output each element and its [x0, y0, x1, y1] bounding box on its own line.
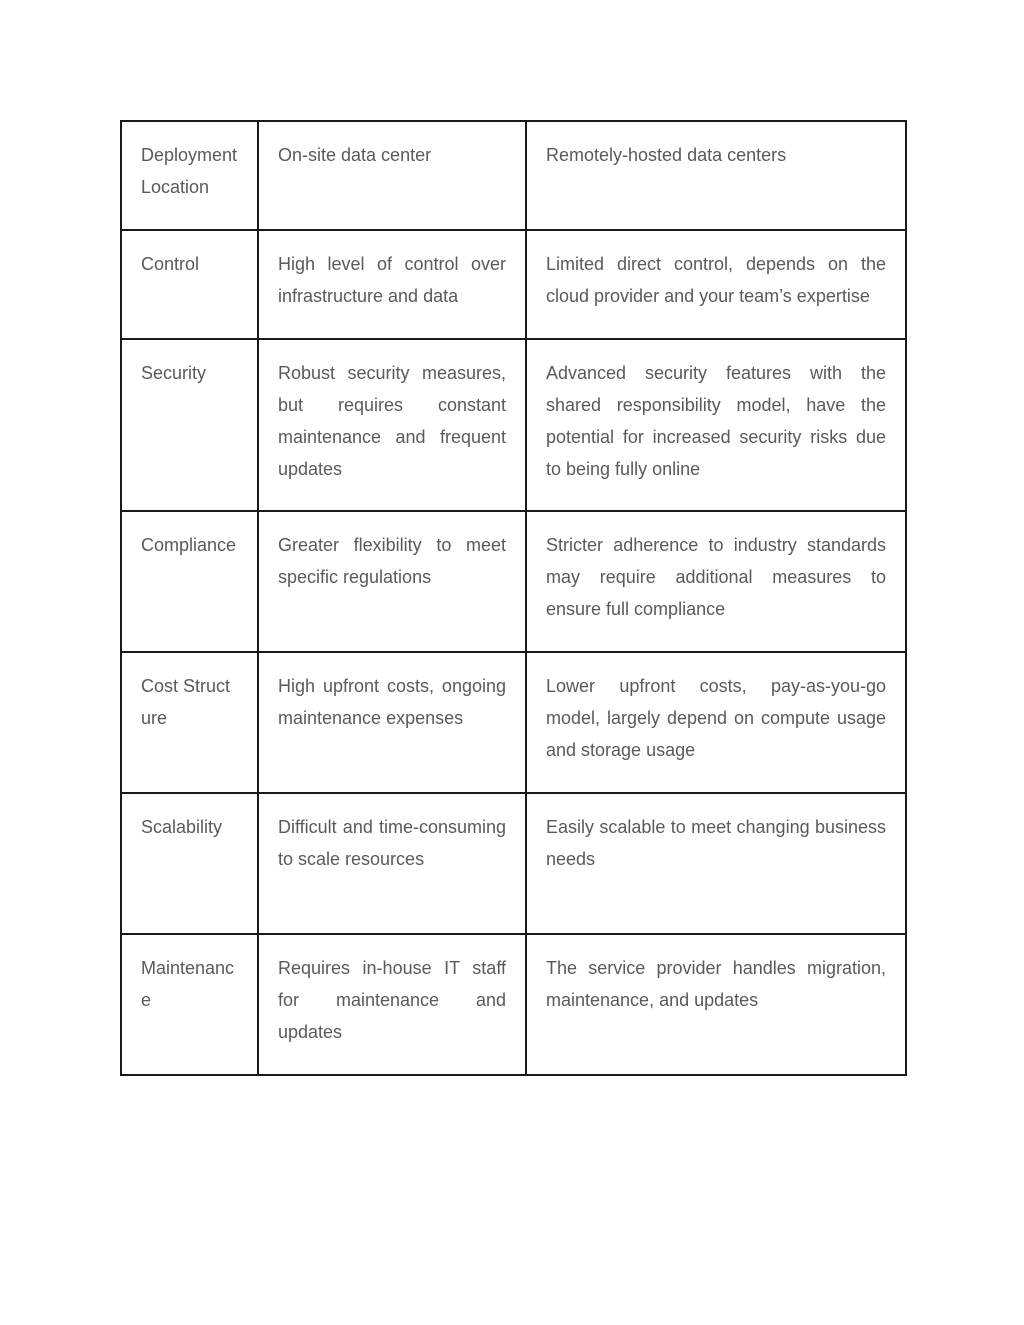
row-label-cell: Cost Structure — [121, 652, 258, 793]
table-row-deployment-location — [121, 121, 906, 230]
table-row-scalability — [121, 793, 906, 934]
comparison-table — [120, 120, 907, 1076]
on-premise-cell: Robust security measures, but requires constant maintenance and frequent updates — [258, 339, 526, 511]
table-row-security — [121, 339, 906, 511]
cloud-cell: Remotely-hosted data centers — [526, 121, 906, 230]
cloud-cell: Limited direct control, depends on the cloud provider and your team’s expertise — [526, 230, 906, 339]
cloud-cell: Advanced security features with the shared responsibility model, have the potential for increased security risks due to being fully online — [526, 339, 906, 511]
row-label-cell: Control — [121, 230, 258, 339]
table-row-control — [121, 230, 906, 339]
cloud-cell: Easily scalable to meet changing business needs — [526, 793, 906, 934]
cloud-cell: Lower upfront costs, pay-as-you-go model, largely depend on compute usage and storage usage — [526, 652, 906, 793]
row-label-cell: Compliance — [121, 511, 258, 652]
on-premise-cell: Requires in-house IT staff for maintenance and updates — [258, 934, 526, 1075]
on-premise-cell: On-site data center — [258, 121, 526, 230]
on-premise-cell: Difficult and time-consuming to scale resources — [258, 793, 526, 934]
on-premise-cell: High upfront costs, ongoing maintenance expenses — [258, 652, 526, 793]
row-label-cell: Security — [121, 339, 258, 511]
on-premise-cell: High level of control over infrastructure and data — [258, 230, 526, 339]
cloud-cell: The service provider handles migration, maintenance, and updates — [526, 934, 906, 1075]
on-premise-cell: Greater flexibility to meet specific regulations — [258, 511, 526, 652]
table-row-compliance — [121, 511, 906, 652]
row-label-cell: Deployment Location — [121, 121, 258, 230]
row-label-cell: Scalability — [121, 793, 258, 934]
row-label-cell: Maintenance — [121, 934, 258, 1075]
table-row-cost-structure — [121, 652, 906, 793]
cloud-cell: Stricter adherence to industry standards may require additional measures to ensure full compliance — [526, 511, 906, 652]
table-row-maintenance — [121, 934, 906, 1075]
